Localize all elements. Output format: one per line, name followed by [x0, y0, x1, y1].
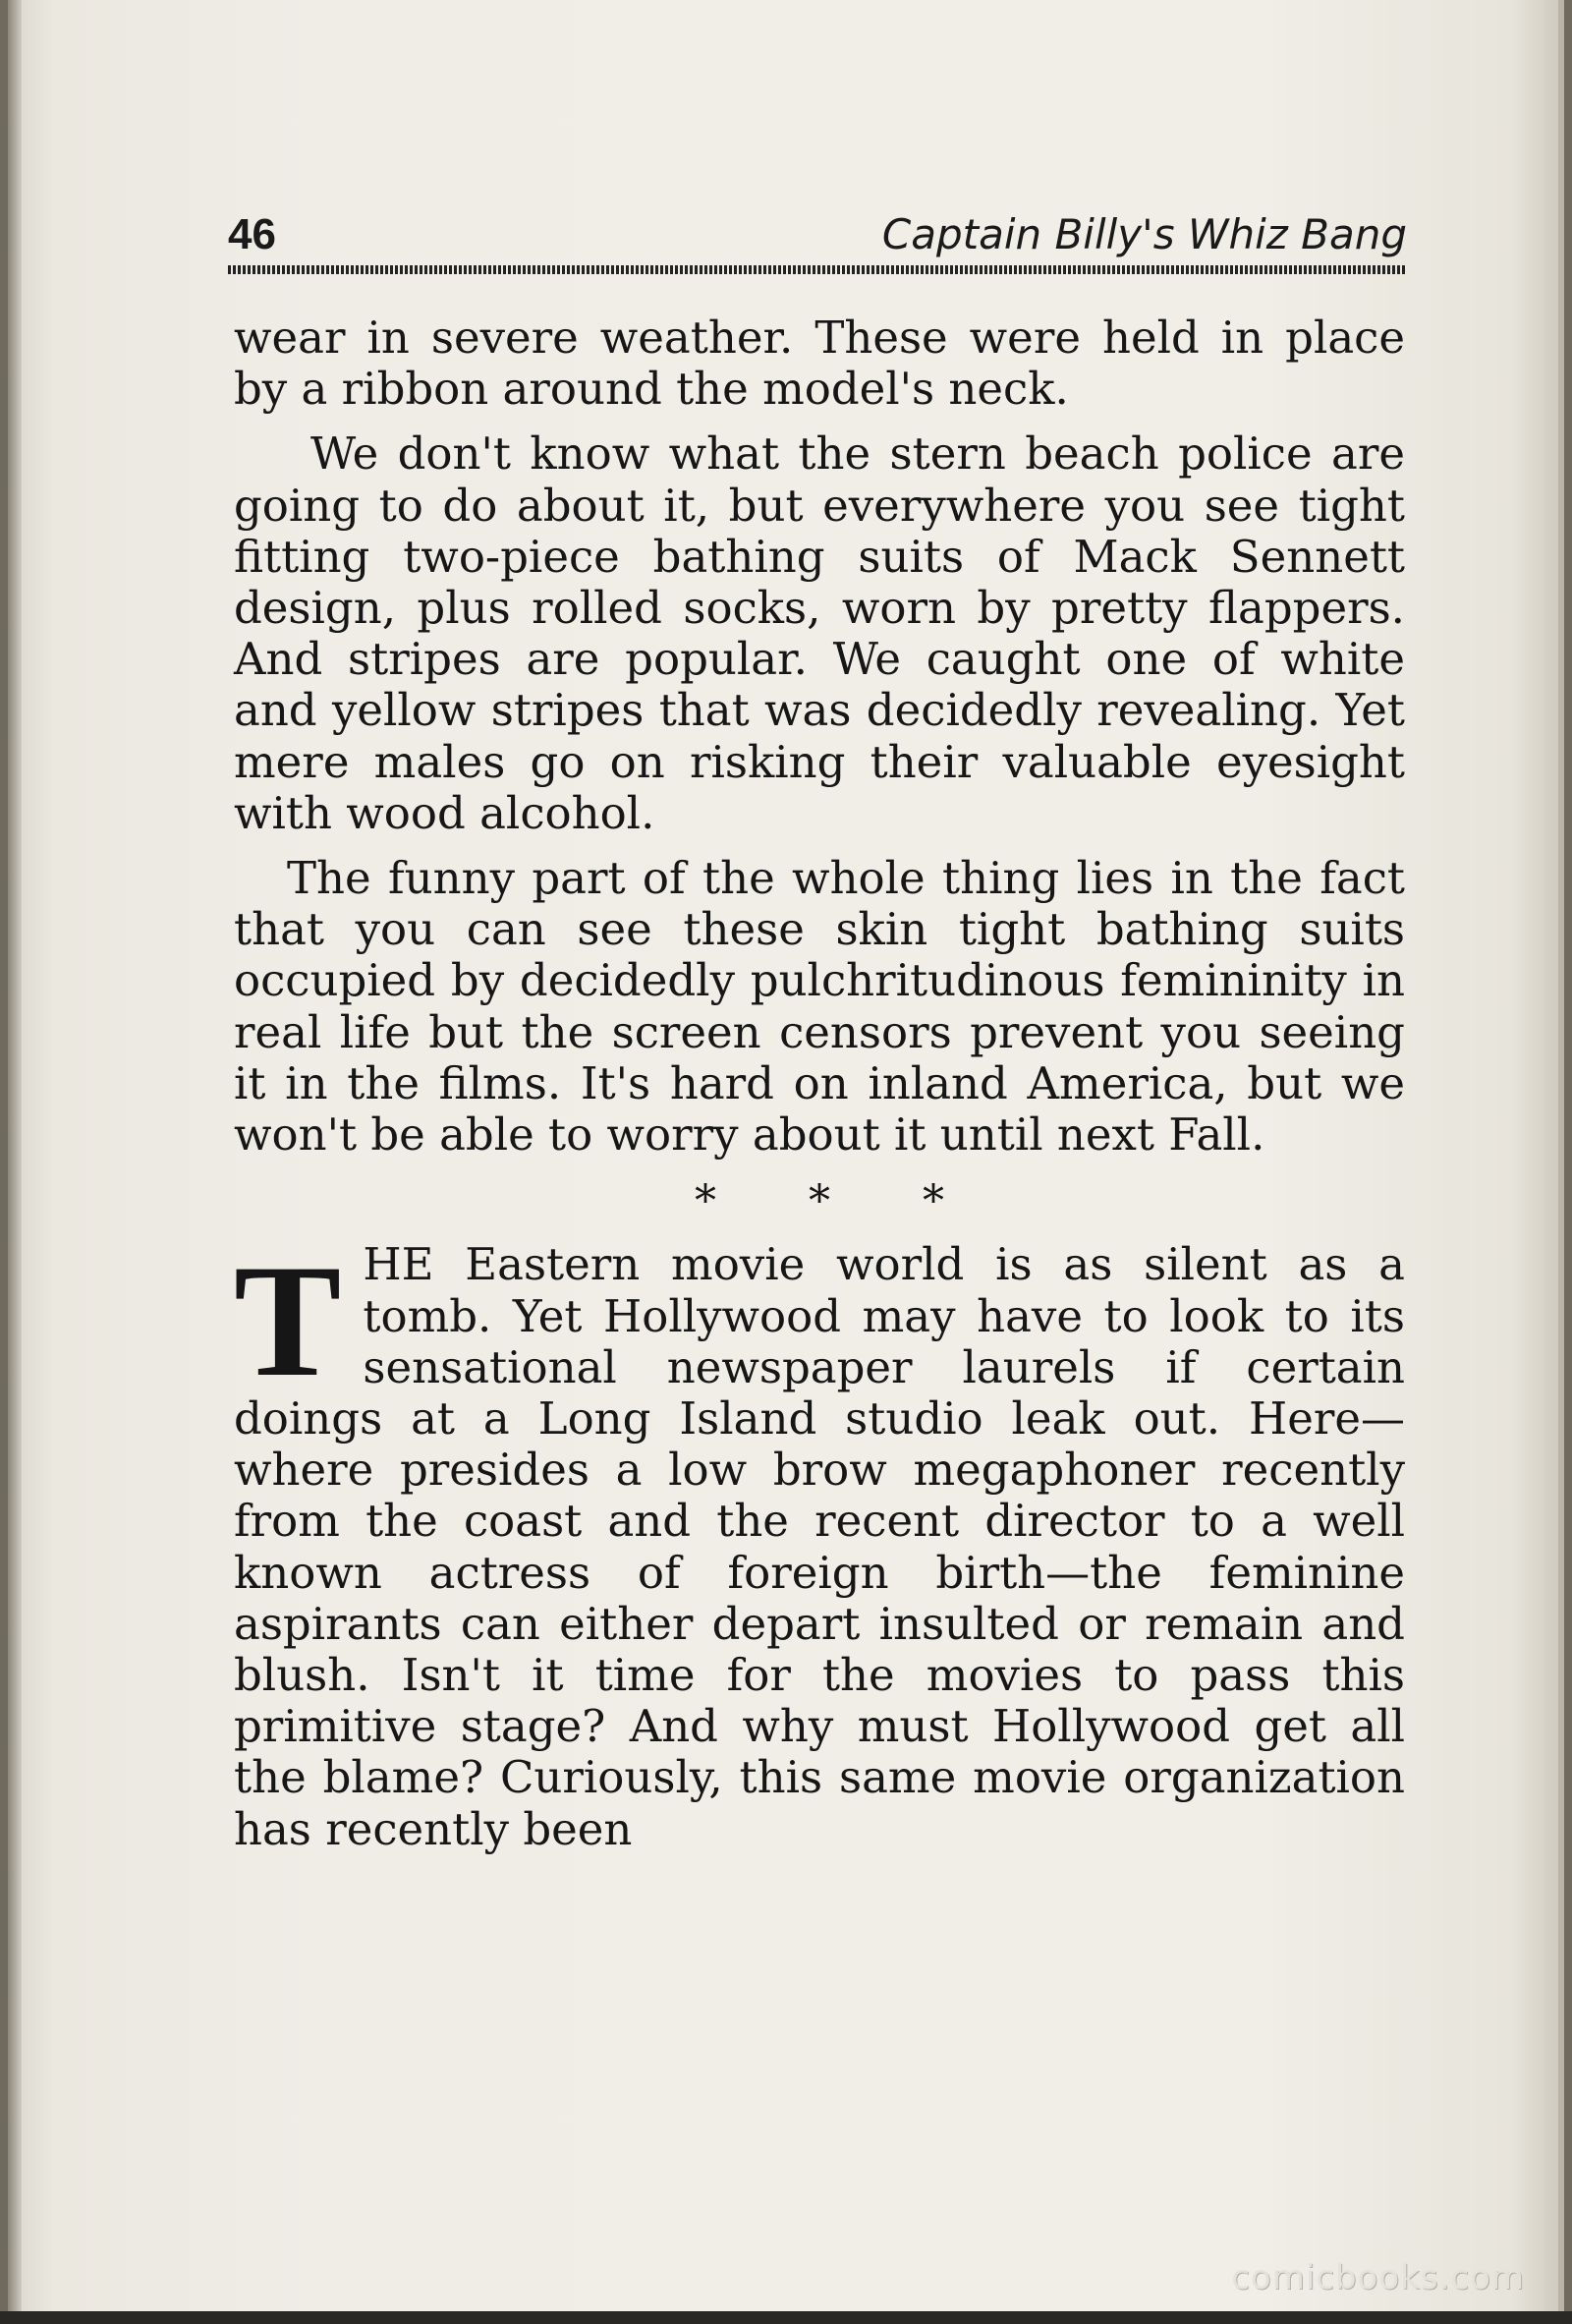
paragraph-text: HE Eastern movie world is as silent as a tomb. Yet Hollywood may have to look to its sensational newspaper laurels if certain doings at a Long Island studio leak out. Here—where presides a low brow megaphoner recently from the coast and the recent director to a well known actress of foreign birth—the feminine aspirants can either depart insulted or remain and blush. Isn't it time for the movies to pass this primitive stage? And why must Hollywood get all the blame? Curiously, this same movie organization has recently been [234, 1238, 1405, 1855]
paragraph: wear in severe weather. These were held in place by a ribbon around the model's neck. [234, 312, 1405, 416]
paragraph-with-drop-cap [234, 1232, 1405, 1855]
paragraph: We don't know what the stern beach police are going to do about it, but everywhere you see tight fitting two-piece bathing suits of Mack Sennett design, plus rolled socks, worn by pretty flappers. And stripes are popular. We caught one of white and yellow stripes that was decidedly revealing. Yet mere males go on risking their valuable eyesight with wood alcohol. [234, 427, 1405, 839]
drop-cap: T [234, 1232, 342, 1411]
watermark: comicbooks.com [1231, 2258, 1525, 2297]
paragraph: The funny part of the whole thing lies in the fact that you can see these skin tight bathing suits occupied by decidedly pulchritudinous femininity in real life but the screen censors prevent you seeing it in the films. It's hard on inland America, but we won't be able to worry about it until next Fall. [234, 852, 1405, 1162]
header-rule [228, 265, 1407, 274]
magazine-page [8, 0, 1564, 2319]
page-spine-shadow [8, 0, 22, 2319]
page-header [228, 206, 1407, 265]
section-separator: * * * [695, 1176, 983, 1227]
page-bottom-edge [0, 2311, 1572, 2324]
page-number: 46 [228, 210, 276, 258]
article-body [234, 312, 1405, 1855]
running-head: Captain Billy's Whiz Bang [881, 210, 1407, 258]
